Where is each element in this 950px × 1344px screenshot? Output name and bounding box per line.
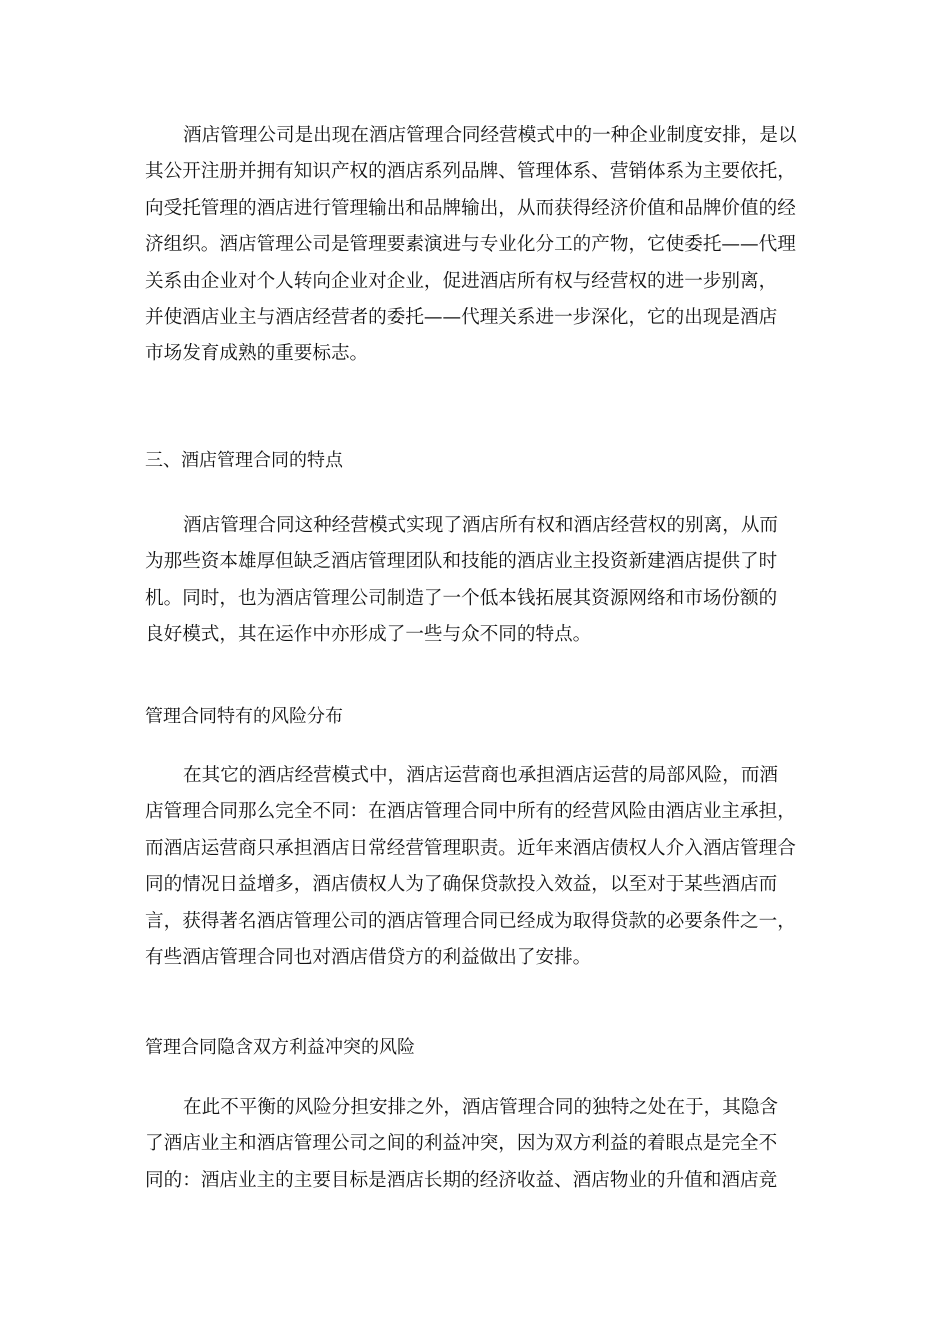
paragraph-line: 言，获得著名酒店管理公司的酒店管理合同已经成为取得贷款的必要条件之一， <box>145 910 796 932</box>
paragraph-line: 同的情况日益增多，酒店债权人为了确保贷款投入效益，以至对于某些酒店而 <box>145 874 778 896</box>
paragraph-line: 济组织。酒店管理公司是管理要素演进与专业化分工的产物，它使委托——代理 <box>145 234 796 256</box>
paragraph-line: 关系由企业对个人转向企业对企业，促进酒店所有权与经营权的进一步别离， <box>145 270 778 292</box>
subheading-risk-distribution: 管理合同特有的风险分布 <box>145 706 343 727</box>
paragraph-line: 酒店管理公司是出现在酒店管理合同经营模式中的一种企业制度安排，是以 <box>183 125 797 146</box>
paragraph-risk-distribution <box>145 758 805 976</box>
paragraph-line: 酒店管理合同这种经营模式实现了酒店所有权和酒店经营权的别离，从而 <box>183 515 779 536</box>
paragraph-line: 市场发育成熟的重要标志。 <box>145 343 369 365</box>
paragraph-line: 其公开注册并拥有知识产权的酒店系列品牌、管理体系、营销体系为主要依托， <box>145 161 796 183</box>
paragraph-line: 而酒店运营商只承担酒店日常经营管理职责。近年来酒店债权人介入酒店管理合 <box>145 837 796 859</box>
paragraph-hotel-management-company <box>145 118 805 373</box>
paragraph-line: 在其它的酒店经营模式中，酒店运营商也承担酒店运营的局部风险，而酒 <box>183 765 779 786</box>
paragraph-line: 为那些资本雄厚但缺乏酒店管理团队和技能的酒店业主投资新建酒店提供了时 <box>145 551 778 573</box>
paragraph-line: 并使酒店业主与酒店经营者的委托——代理关系进一步深化，它的出现是酒店 <box>145 306 778 328</box>
paragraph-conflict-of-interest <box>145 1090 805 1199</box>
paragraph-line: 良好模式，其在运作中亦形成了一些与众不同的特点。 <box>145 624 592 646</box>
section-heading-contract-features: 三、酒店管理合同的特点 <box>145 450 343 471</box>
paragraph-line: 了酒店业主和酒店管理公司之间的利益冲突，因为双方利益的着眼点是完全不 <box>145 1133 778 1155</box>
paragraph-line: 向受托管理的酒店进行管理输出和品牌输出，从而获得经济价值和品牌价值的经 <box>145 197 796 219</box>
paragraph-line: 机。同时，也为酒店管理公司制造了一个低本钱拓展其资源网络和市场份额的 <box>145 587 778 609</box>
subheading-conflict-of-interest: 管理合同隐含双方利益冲突的风险 <box>145 1037 415 1058</box>
paragraph-line: 有些酒店管理合同也对酒店借贷方的利益做出了安排。 <box>145 946 592 968</box>
paragraph-line: 同的：酒店业主的主要目标是酒店长期的经济收益、酒店物业的升值和酒店竞 <box>145 1169 778 1191</box>
paragraph-line: 店管理合同那么完全不同：在酒店管理合同中所有的经营风险由酒店业主承担， <box>145 801 796 823</box>
paragraph-contract-model <box>145 508 805 654</box>
paragraph-line: 在此不平衡的风险分担安排之外，酒店管理合同的独特之处在于，其隐含 <box>183 1097 779 1118</box>
